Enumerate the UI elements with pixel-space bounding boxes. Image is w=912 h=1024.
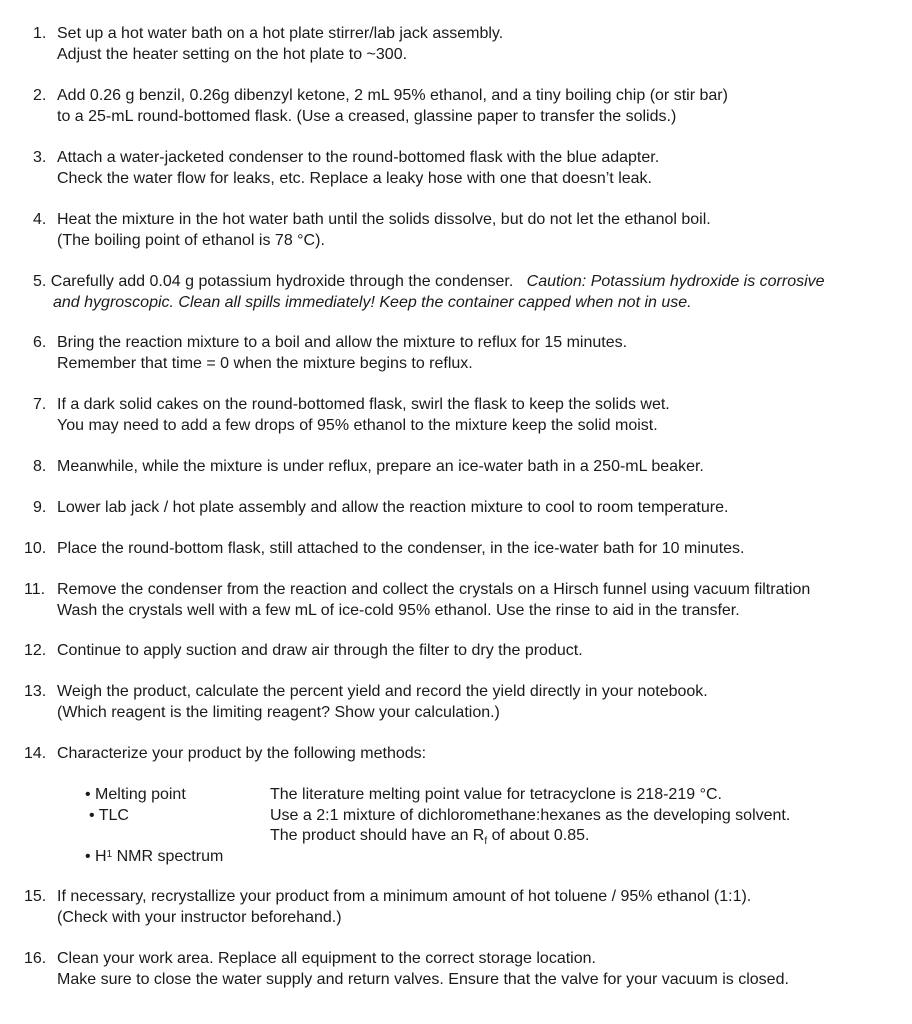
method-tlc-rf-desc: [270, 826, 589, 849]
step-text: Carefully add 0.04 g potassium hydroxide through the condenser.: [50, 273, 514, 290]
step-line: [33, 272, 825, 293]
step-line: (Check with your instructor beforehand.): [57, 908, 342, 926]
step-number: 8.: [33, 458, 47, 475]
method-tlc: • TLC: [89, 806, 129, 824]
method-tlc-desc: Use a 2:1 mixture of dichloromethane:hexanes as the developing solvent.: [270, 806, 791, 824]
step-line: Meanwhile, while the mixture is under reflux, prepare an ice-water bath in a 250-mL beaker.: [57, 458, 704, 475]
step-text: [57, 580, 810, 621]
step-line: (The boiling point of ethanol is 78 °C).: [57, 231, 325, 249]
step-line: Remove the condenser from the reaction and collect the crystals on a Hirsch funnel using vacuum filtration: [57, 581, 811, 598]
step-text: [57, 86, 728, 127]
rf-text-post: of about 0.85.: [487, 827, 590, 844]
step-line: to a 25-mL round-bottomed flask. (Use a creased, glassine paper to transfer the solids.): [57, 107, 677, 125]
step-text: [57, 210, 711, 251]
step-text: [57, 641, 583, 662]
step-line: Add 0.26 g benzil, 0.26g dibenzyl ketone, 2 mL 95% ethanol, and a tiny boiling chip (or stir bar): [57, 87, 728, 104]
step-text: [57, 682, 708, 723]
nmr-superscript: 1: [106, 849, 113, 860]
step-line: Weigh the product, calculate the percent yield and record the yield directly in your notebook.: [57, 683, 708, 700]
step-line: Check the water flow for leaks, etc. Replace a leaky hose with one that doesn’t leak.: [57, 169, 652, 187]
step-text: [57, 498, 728, 519]
step-line: Characterize your product by the following methods:: [57, 745, 427, 762]
step-number: 16.: [24, 950, 47, 967]
rf-subscript: f: [484, 836, 488, 847]
step-line: Adjust the heater setting on the hot plate to ~300.: [57, 45, 408, 63]
step-number: 2.: [33, 87, 47, 104]
step-line: Set up a hot water bath on a hot plate stirrer/lab jack assembly.: [57, 25, 504, 42]
method-melting-point: • Melting point: [85, 786, 186, 803]
step-number: 11.: [24, 581, 46, 598]
step-text: [57, 333, 627, 374]
step-line: Place the round-bottom flask, still attached to the condenser, in the ice-water bath for 10 minutes.: [57, 540, 745, 557]
step-line: Heat the mixture in the hot water bath until the solids dissolve, but do not let the ethanol boil.: [57, 211, 711, 228]
step-line: Wash the crystals well with a few mL of ice-cold 95% ethanol. Use the rinse to aid in the transfer.: [57, 601, 740, 619]
step-text: [57, 395, 670, 436]
step-line: Lower lab jack / hot plate assembly and allow the reaction mixture to cool to room temperature.: [57, 499, 729, 516]
step-line: If a dark solid cakes on the round-bottomed flask, swirl the flask to keep the solids wet.: [57, 396, 670, 413]
step-number: 7.: [33, 396, 47, 413]
step-number: 15.: [24, 888, 47, 905]
step-line: Clean your work area. Replace all equipment to the correct storage location.: [57, 950, 596, 967]
method-melting-point-desc: The literature melting point value for tetracyclone is 218-219 °C.: [270, 786, 722, 803]
step-number: 3.: [33, 149, 47, 166]
step-line: Attach a water-jacketed condenser to the round-bottomed flask with the blue adapter.: [57, 149, 660, 166]
step-text: [57, 744, 426, 765]
step-line: Bring the reaction mixture to a boil and allow the mixture to reflux for 15 minutes.: [57, 334, 628, 351]
rf-text: The product should have an R: [270, 827, 485, 844]
step-number: 6.: [33, 334, 47, 351]
step-number: 14.: [24, 745, 47, 762]
step-text: [57, 887, 751, 928]
step-text: [57, 24, 503, 65]
nmr-text: • H: [85, 848, 107, 865]
step-line: Make sure to close the water supply and return valves. Ensure that the valve for your vacuum is closed.: [57, 970, 789, 988]
caution-text: and hygroscopic. Clean all spills immediately! Keep the container capped when not in use.: [53, 293, 692, 311]
step-text: [57, 457, 704, 478]
caution-text: Caution: Potassium hydroxide is corrosive: [526, 273, 825, 290]
step-line: Remember that time = 0 when the mixture begins to reflux.: [57, 354, 473, 372]
step-number: 10.: [24, 540, 47, 557]
step-line: If necessary, recrystallize your product from a minimum amount of hot toluene / 95% ethanol (1:1).: [57, 888, 752, 905]
step-number: 1.: [33, 25, 47, 42]
step-number: 5.: [33, 273, 47, 290]
step-number: 9.: [33, 499, 47, 516]
step-number: 4.: [33, 211, 47, 228]
step-line: Continue to apply suction and draw air through the filter to dry the product.: [57, 642, 583, 659]
step-line: (Which reagent is the limiting reagent? Show your calculation.): [57, 703, 500, 721]
step-line: You may need to add a few drops of 95% ethanol to the mixture keep the solid moist.: [57, 416, 658, 434]
nmr-text-post: NMR spectrum: [112, 848, 224, 865]
step-text: [57, 148, 659, 189]
step-number: 13.: [24, 683, 47, 700]
step-text: [57, 949, 789, 990]
method-nmr: [85, 847, 223, 868]
step-number: 12.: [24, 642, 47, 659]
step-text: [57, 539, 745, 560]
